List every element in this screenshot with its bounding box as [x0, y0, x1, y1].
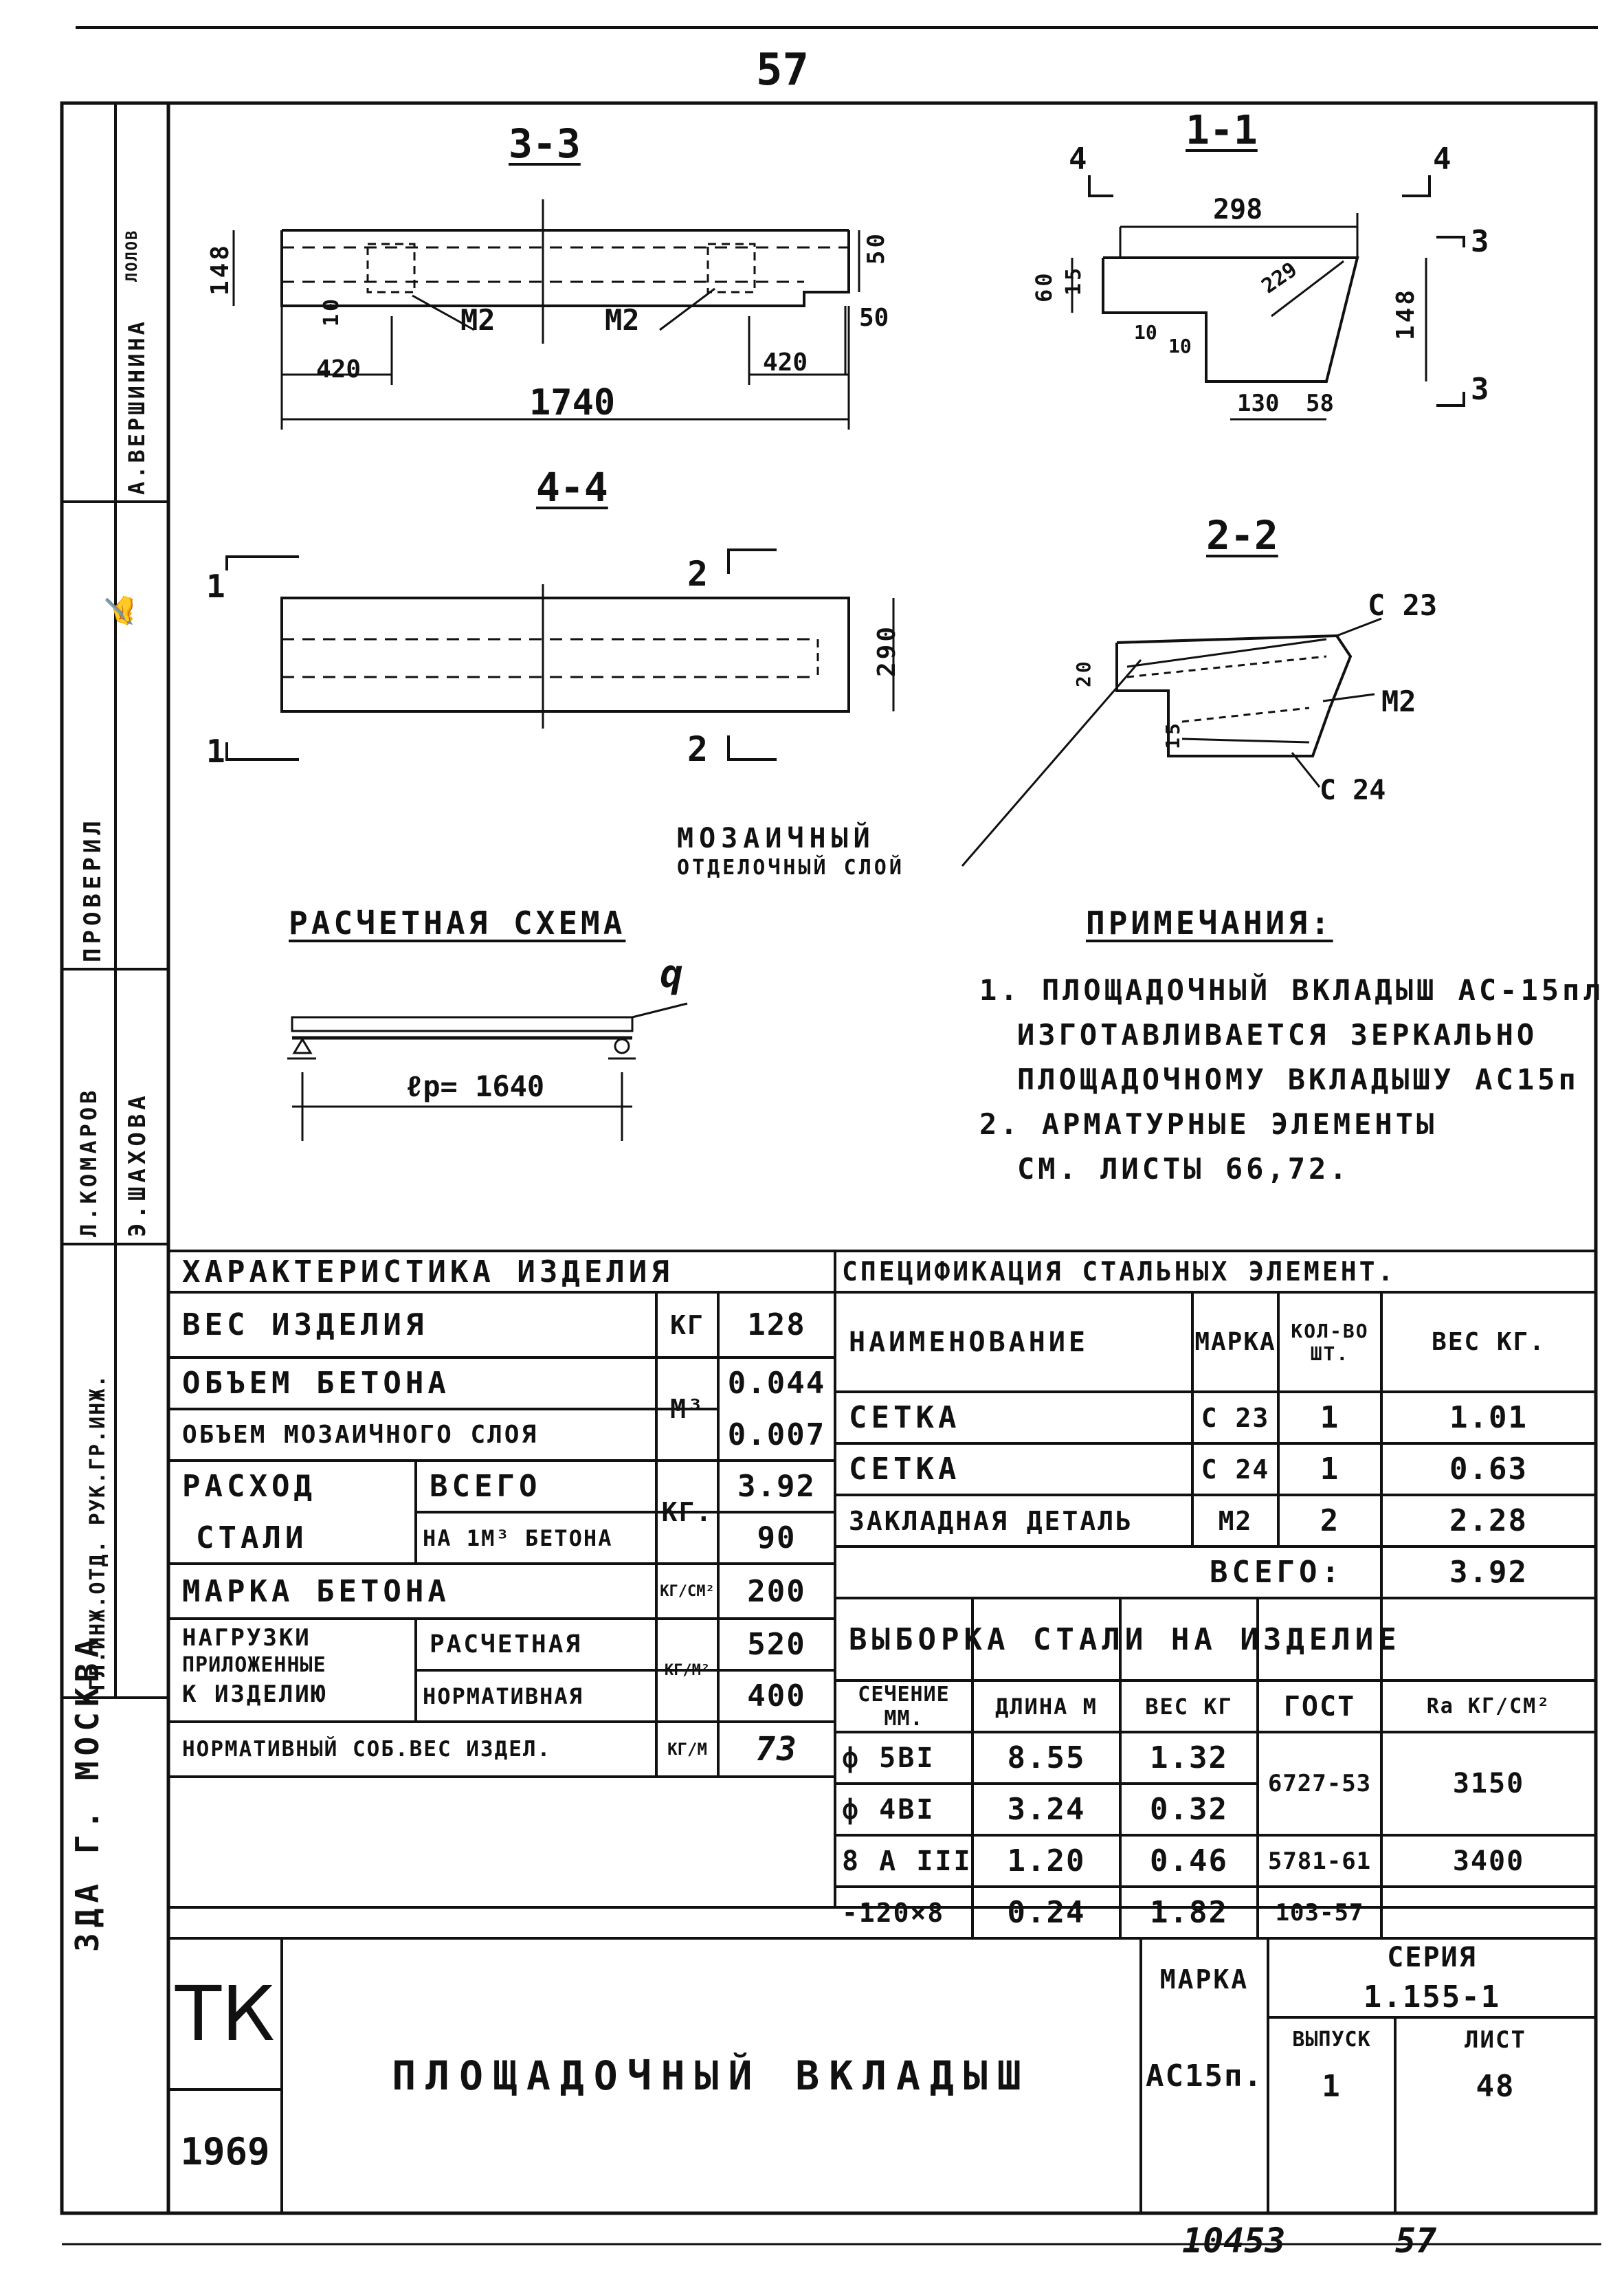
label-m2-left: М2	[460, 303, 496, 337]
steel-total-label: ВСЕГО	[430, 1469, 542, 1504]
spec-row-2-name: СЕТКА	[849, 1452, 961, 1487]
label-c24: С 24	[1320, 775, 1386, 806]
notes-title: ПРИМЕЧАНИЯ:	[1086, 905, 1333, 942]
steel-header-gost: ГОСТ	[1283, 1690, 1356, 1722]
concrete-volume-label: ОБЪЕМ БЕТОНА	[182, 1366, 450, 1401]
steel-header-weight: ВЕС КГ	[1145, 1693, 1233, 1720]
design-load-label: РАСЧЕТНАЯ	[430, 1630, 583, 1659]
section-4-4-drawing	[227, 550, 893, 759]
signature-1: ✍	[104, 595, 136, 629]
steel-row-3-weight: 0.46	[1150, 1843, 1228, 1878]
grade-label: МАРКА БЕТОНА	[182, 1573, 450, 1609]
side-checked: ПРОВЕРИЛ	[79, 817, 107, 962]
side-city: ЗДА Г. МОСКВА	[69, 1632, 106, 1952]
dim-10b-1-1: 10	[1168, 335, 1192, 357]
spec-header-weight: ВЕС КГ.	[1432, 1328, 1546, 1356]
steel-ra-merged: 3150	[1452, 1768, 1525, 1799]
series-label: СЕРИЯ	[1387, 1941, 1477, 1973]
dim-10a-1-1: 10	[1134, 321, 1157, 344]
steel-gost-merged: 6727-53	[1267, 1770, 1372, 1797]
normative-load-label: НОРМАТИВНАЯ	[423, 1683, 583, 1709]
section-4-4-title: 4-4	[536, 464, 608, 511]
spec-total-value: 3.92	[1449, 1555, 1528, 1590]
footer-page-number: 57	[1395, 2221, 1437, 2261]
specification-title: СПЕЦИФИКАЦИЯ СТАЛЬНЫХ ЭЛЕМЕНТ.	[842, 1256, 1397, 1287]
span-label: ℓр= 1640	[405, 1069, 545, 1103]
page-number: 57	[756, 45, 810, 96]
cut-2-bottom: 2	[687, 729, 709, 769]
steel-row-1-length: 8.55	[1007, 1740, 1086, 1775]
steel-selection-title: ВЫБОРКА СТАЛИ НА ИЗДЕЛИЕ	[849, 1621, 1401, 1657]
org-logo-tk: ТК	[175, 1970, 276, 2058]
mosaic-volume-label: ОБЪЕМ МОЗАИЧНОГО СЛОЯ	[182, 1421, 539, 1449]
cut-2-top: 2	[687, 554, 709, 594]
dim-1740: 1740	[529, 382, 616, 423]
spec-row-1-qty: 1	[1320, 1400, 1340, 1435]
design-load-value: 520	[747, 1627, 806, 1662]
series-value: 1.155-1	[1363, 1979, 1501, 2015]
loads-label-2: ПРИЛОЖЕННЫЕ	[182, 1653, 326, 1677]
side-name-komarov: Л.КОМАРОВ	[76, 1087, 102, 1237]
steel-row-2-length: 3.24	[1007, 1792, 1086, 1827]
dim-20-2-2: 20	[1072, 658, 1095, 687]
label-m2-section-2-2: М2	[1381, 685, 1416, 718]
steel-row-3-section: 8 А III	[842, 1845, 972, 1877]
spec-row-3-weight: 2.28	[1449, 1503, 1528, 1538]
spec-row-1-mark: С 23	[1201, 1402, 1270, 1433]
steel-row-3-gost: 5781-61	[1267, 1847, 1372, 1875]
archive-number: 10453	[1182, 2221, 1286, 2261]
steel-total-value: 3.92	[737, 1469, 816, 1504]
dim-420-right: 420	[763, 348, 808, 377]
section-1-1-title: 1-1	[1186, 107, 1258, 153]
concrete-volume-value: 0.044	[727, 1366, 826, 1401]
note-line-1: 1. ПЛОЩАДОЧНЫЙ ВКЛАДЫШ АС-15пл	[979, 973, 1604, 1007]
characteristics-title: ХАРАКТЕРИСТИКА ИЗДЕЛИЯ	[182, 1254, 674, 1289]
dim-148-1-1: 148	[1392, 287, 1420, 340]
steel-header-length: ДЛИНА М	[995, 1693, 1098, 1720]
note-line-4: 2. АРМАТУРНЫЕ ЭЛЕМЕНТЫ	[979, 1107, 1438, 1141]
side-roles: ГЛ.ИНЖ.ОТД. РУК.ГР.ИНЖ.	[86, 1373, 110, 1691]
dim-130: 130	[1237, 390, 1280, 417]
dim-10-3-3: 10	[320, 296, 344, 326]
mark-value: АС15п.	[1146, 2058, 1263, 2094]
dim-290: 290	[873, 623, 901, 677]
steel-header-ra: Ra КГ/СМ²	[1426, 1694, 1551, 1718]
side-name-vershinina: А.ВЕРШИНИНА	[124, 319, 150, 495]
spec-header-qty: КОЛ-ВО ШТ.	[1291, 1319, 1369, 1365]
dim-50-bottom: 50	[859, 304, 889, 332]
note-line-2: ИЗГОТАВЛИВАЕТСЯ ЗЕРКАЛЬНО	[1017, 1018, 1538, 1052]
section-3-3-title: 3-3	[509, 120, 581, 167]
grade-unit: КГ/СМ²	[660, 1582, 715, 1600]
spec-row-2-qty: 1	[1320, 1452, 1340, 1487]
spec-row-1-name: СЕТКА	[849, 1400, 961, 1435]
spec-row-3-qty: 2	[1320, 1503, 1340, 1538]
label-m2-right: М2	[605, 303, 640, 337]
steel-per-m3-value: 90	[757, 1520, 797, 1555]
weight-value: 128	[747, 1307, 806, 1342]
issue-value: 1	[1322, 2068, 1342, 2104]
side-name-shakhova: Э.ШАХОВА	[124, 1091, 151, 1237]
steel-row-2-weight: 0.32	[1150, 1792, 1228, 1827]
loads-label-3: К ИЗДЕЛИЮ	[182, 1680, 328, 1708]
calc-scheme-title: РАСЧЕТНАЯ СХЕМА	[289, 905, 626, 942]
steel-label-2: СТАЛИ	[196, 1520, 308, 1555]
steel-per-m3-label: НА 1М³ БЕТОНА	[423, 1524, 613, 1551]
cut-3-bottom: 3	[1471, 372, 1489, 407]
cut-4-right: 4	[1433, 142, 1451, 177]
normative-load-value: 400	[747, 1678, 806, 1714]
dim-50-top: 50	[863, 231, 890, 265]
steel-label-1: РАСХОД	[182, 1469, 316, 1504]
selfweight-label: НОРМАТИВНЫЙ СОБ.ВЕС ИЗДЕЛ.	[182, 1737, 552, 1762]
issue-label: ВЫПУСК	[1292, 2028, 1371, 2052]
steel-row-2-section: ф 4ВI	[842, 1793, 935, 1826]
year: 1969	[180, 2129, 270, 2173]
selfweight-value: 73	[755, 1730, 798, 1768]
weight-label: ВЕС ИЗДЕЛИЯ	[182, 1307, 428, 1342]
spec-row-3-mark: М2	[1218, 1505, 1253, 1536]
spec-row-2-weight: 0.63	[1449, 1452, 1528, 1487]
spec-header-name: НАИМЕНОВАНИЕ	[849, 1326, 1089, 1358]
side-name-4: ЛОЛОВ	[124, 229, 141, 282]
mark-label: МАРКА	[1159, 1964, 1249, 1995]
dim-60: 60	[1031, 270, 1057, 302]
note-line-3: ПЛОЩАДОЧНОМУ ВКЛАДЫШУ АС15п	[1017, 1063, 1579, 1096]
steel-row-4-weight: 1.82	[1150, 1895, 1228, 1930]
steel-row-4-section: -120×8	[842, 1897, 945, 1928]
dim-148-3-3: 148	[206, 242, 234, 296]
steel-header-section: СЕЧЕНИЕ ММ.	[858, 1682, 950, 1731]
mosaic-label-line1: МОЗАИЧНЫЙ	[677, 823, 876, 854]
loads-label-1: НАГРУЗКИ	[182, 1623, 311, 1652]
dim-420-left: 420	[316, 355, 361, 384]
section-2-2-title: 2-2	[1206, 512, 1278, 559]
spec-header-mark: МАРКА	[1194, 1328, 1276, 1356]
volume-unit: М³	[670, 1394, 704, 1424]
steel-row-1-weight: 1.32	[1150, 1740, 1228, 1775]
side-stamp-lines	[62, 103, 168, 1698]
spec-total-label: ВСЕГО:	[1210, 1555, 1344, 1590]
product-name: ПЛОЩАДОЧНЫЙ ВКЛАДЫШ	[392, 2052, 1031, 2099]
spec-row-1-weight: 1.01	[1449, 1400, 1528, 1435]
cut-3-top: 3	[1471, 224, 1489, 259]
dim-298: 298	[1213, 194, 1263, 225]
cut-1-top: 1	[206, 568, 225, 605]
mosaic-volume-value: 0.007	[727, 1417, 826, 1452]
mosaic-label-line2: ОТДЕЛОЧНЫЙ СЛОЙ	[677, 856, 904, 880]
steel-row-4-gost: 103-57	[1275, 1898, 1364, 1927]
grade-value: 200	[747, 1573, 806, 1609]
spec-row-2-mark: С 24	[1201, 1454, 1270, 1485]
note-line-5: СМ. ЛИСТЫ 66,72.	[1017, 1152, 1350, 1186]
spec-row-3-name: ЗАКЛАДНАЯ ДЕТАЛЬ	[849, 1505, 1134, 1536]
steel-row-3-ra: 3400	[1452, 1845, 1525, 1877]
dim-229: 229	[1257, 257, 1302, 299]
load-q-label: q	[660, 952, 683, 997]
dim-15-1-1: 15	[1062, 265, 1086, 296]
sheet-label: ЛИСТ	[1465, 2026, 1526, 2054]
cut-1-bottom: 1	[206, 733, 225, 770]
steel-unit: КГ.	[661, 1497, 713, 1527]
steel-row-4-length: 0.24	[1007, 1895, 1086, 1930]
label-c23: С 23	[1368, 588, 1438, 622]
dim-15-2-2: 15	[1161, 720, 1184, 749]
dim-58: 58	[1306, 390, 1334, 417]
sheet-value: 48	[1476, 2068, 1515, 2104]
cut-4-left: 4	[1069, 142, 1087, 177]
selfweight-unit: КГ/М	[667, 1740, 707, 1759]
weight-unit: КГ	[670, 1309, 704, 1340]
loads-unit: КГ/М²	[664, 1661, 711, 1679]
steel-row-3-length: 1.20	[1007, 1843, 1086, 1878]
steel-row-1-section: ф 5ВI	[842, 1742, 935, 1774]
